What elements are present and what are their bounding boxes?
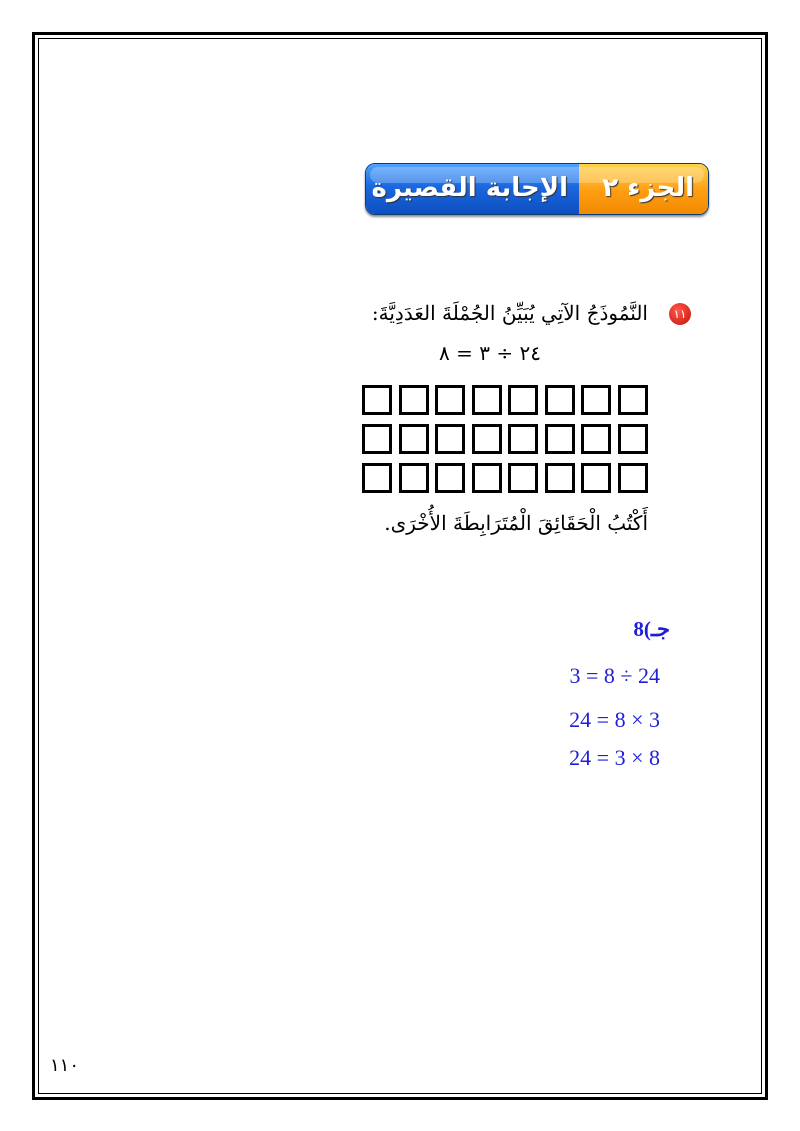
- section-title: الإجابة القصيرة: [371, 173, 568, 203]
- array-cell: [472, 385, 502, 415]
- array-cell: [618, 463, 648, 493]
- array-cell: [399, 385, 429, 415]
- section-part-label: الجزء ٢: [602, 173, 694, 203]
- answer-label: جـ)8: [633, 617, 670, 641]
- array-cell: [435, 463, 465, 493]
- array-cell: [545, 385, 575, 415]
- array-cell: [508, 385, 538, 415]
- answer-fact-1: 3 = 8 ÷ 24: [569, 663, 660, 688]
- question-prompt: النَّمُوذَجُ الآتِي يُبَيِّنُ الجُمْلَةَ العَدَدِيَّةَ:: [371, 301, 648, 325]
- array-cell: [399, 463, 429, 493]
- array-cell: [435, 385, 465, 415]
- array-cell: [618, 385, 648, 415]
- array-cell: [581, 385, 611, 415]
- section-header-banner: [365, 163, 709, 215]
- array-cell: [399, 424, 429, 454]
- array-model-grid: [362, 385, 652, 493]
- array-cell: [581, 463, 611, 493]
- array-cell: [362, 463, 392, 493]
- page-number: ١١٠: [50, 1055, 80, 1076]
- array-cell: [362, 385, 392, 415]
- array-cell: [508, 424, 538, 454]
- array-cell: [545, 463, 575, 493]
- array-cell: [508, 463, 538, 493]
- array-cell: [472, 463, 502, 493]
- question-number-badge: ١١: [669, 303, 691, 325]
- question-equation: ٢٤ ÷ ٣ = ٨: [439, 341, 541, 365]
- array-cell: [472, 424, 502, 454]
- array-cell: [618, 424, 648, 454]
- question-instruction: أَكْتُبُ الْحَقَائِقَ الْمُتَرَابِطَةَ الأُخْرَى.: [384, 511, 648, 535]
- answer-fact-2: 24 = 8 × 3: [569, 707, 660, 732]
- array-cell: [545, 424, 575, 454]
- answer-fact-3: 24 = 3 × 8: [569, 745, 660, 770]
- array-cell: [581, 424, 611, 454]
- array-cell: [435, 424, 465, 454]
- array-cell: [362, 424, 392, 454]
